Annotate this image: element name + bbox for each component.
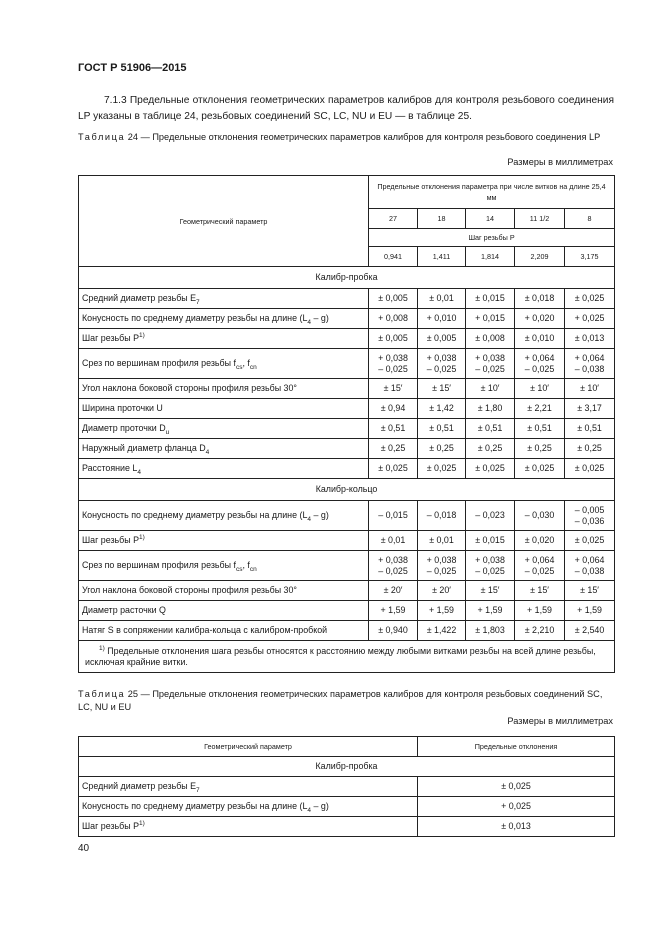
value-cell: – 0,023 xyxy=(466,501,515,531)
value-cell: + 0,038 – 0,025 xyxy=(369,551,418,581)
value-cell: + 0,015 xyxy=(466,309,515,329)
value-cell: ± 2,210 xyxy=(515,621,565,641)
param-label: Натяг S в сопряжении калибра-кольца с калибром-пробкой xyxy=(79,621,369,641)
value-cell: – 0,015 xyxy=(369,501,418,531)
value-cell: + 0,064 – 0,025 xyxy=(515,551,565,581)
turns-cell: 18 xyxy=(418,209,466,229)
table-row xyxy=(79,329,615,349)
label-subscript: 7 xyxy=(196,298,200,306)
turns-cell: 14 xyxy=(466,209,515,229)
table-row xyxy=(79,777,615,797)
param-label: Конусность по среднему диаметру резьбы на длине $(L_4 - g)$ xyxy=(79,501,369,531)
table-24 xyxy=(78,175,615,673)
value-cell: ± 0,51 xyxy=(565,419,615,439)
param-label: Угол наклона боковой стороны профиля резьбы 30° xyxy=(79,379,369,399)
deviation-header: Предельные отклонения параметра при числе витков на длине 25,4 мм xyxy=(369,176,615,209)
table24-caption-text: — Предельные отклонения геометрических параметров калибров для контроля резьбового соединения LP xyxy=(140,132,601,142)
value-cell: ± 0,025 xyxy=(466,459,515,479)
pitch-header: Шаг резьбы P xyxy=(369,229,615,247)
table-row xyxy=(79,459,615,479)
label-subscript: cn xyxy=(249,363,257,371)
param-label: Срез по вершинам профиля резьбы $f_{cs}$, $f_{cn}$ xyxy=(79,551,369,581)
value-cell: ± 10′ xyxy=(466,379,515,399)
value-cell: ± 0,005 xyxy=(369,289,418,309)
value-cell: ± 10′ xyxy=(565,379,615,399)
value-cell: + 1,59 xyxy=(466,601,515,621)
deviation-header: Предельные отклонения xyxy=(418,737,615,757)
param-label: Средний диаметр резьбы $E_7$ xyxy=(79,289,369,309)
value-cell: ± 0,013 xyxy=(565,329,615,349)
value-cell: – 0,030 xyxy=(515,501,565,531)
section-paragraph: 7.1.3 Предельные отклонения геометрических параметров калибров для контроля резьбового соединения LP указаны в таблице 24, резьбовых соединений SC, LC, NU и EU — в таблице 25. xyxy=(78,95,614,122)
value-cell: ± 20′ xyxy=(418,581,466,601)
footnote-ref: 1) xyxy=(139,820,145,828)
value-cell: ± 0,25 xyxy=(515,439,565,459)
label-subscript: u xyxy=(165,428,170,436)
value-cell: ± 0,25 xyxy=(418,439,466,459)
turns-cell: 11 1/2 xyxy=(515,209,565,229)
table25-caption-label: Таблица xyxy=(78,689,126,699)
table24-caption-label: Таблица xyxy=(78,132,126,142)
value-cell: + 1,59 xyxy=(565,601,615,621)
value-cell: ± 0,025 xyxy=(565,531,615,551)
value-cell: ± 0,005 xyxy=(418,329,466,349)
param-label: Конусность по среднему диаметру резьбы на длине $(L_4 - g)$ xyxy=(79,309,369,329)
document-header: ГОСТ Р 51906—2015 xyxy=(78,62,187,74)
footnote-ref: 1) xyxy=(139,332,145,340)
pitch-cell: 3,175 xyxy=(565,247,615,267)
value-cell: ± 0,025 xyxy=(515,459,565,479)
param-label: Диаметр проточки $D_u$ xyxy=(79,419,369,439)
section-label: Калибр-кольцо xyxy=(79,479,615,501)
table-row xyxy=(79,551,615,581)
value-cell: + 0,038 – 0,025 xyxy=(369,349,418,379)
value-cell: + 0,038 – 0,025 xyxy=(466,349,515,379)
value-cell: + 1,59 xyxy=(515,601,565,621)
label-subscript: 4 xyxy=(307,318,312,326)
param-label: Шаг резьбы $P^{1)}$ xyxy=(79,531,369,551)
value-cell: ± 0,005 xyxy=(369,329,418,349)
value-cell: ± 15′ xyxy=(369,379,418,399)
value-cell: ± 0,51 xyxy=(418,419,466,439)
label-subscript: 4 xyxy=(307,806,312,814)
value-cell: ± 20′ xyxy=(369,581,418,601)
param-label: Шаг резьбы $P^{1)}$ xyxy=(79,817,418,837)
value-cell: ± 0,01 xyxy=(418,289,466,309)
table-row xyxy=(79,531,615,551)
table24-caption-number: 24 xyxy=(127,132,139,142)
value-cell: ± 0,025 xyxy=(418,777,615,797)
table-row xyxy=(79,379,615,399)
table25-caption xyxy=(78,688,614,714)
value-cell: + 0,008 xyxy=(369,309,418,329)
pitch-cell: 0,941 xyxy=(369,247,418,267)
page-number: 40 xyxy=(78,843,90,854)
table-row xyxy=(79,349,615,379)
value-cell: ± 3,17 xyxy=(565,399,615,419)
value-cell: ± 0,020 xyxy=(515,531,565,551)
value-cell: ± 0,51 xyxy=(515,419,565,439)
table-row xyxy=(79,581,615,601)
label-subscript: 7 xyxy=(196,786,200,794)
value-cell: ± 0,025 xyxy=(418,459,466,479)
value-cell: + 0,064 – 0,038 xyxy=(565,551,615,581)
value-cell: ± 0,25 xyxy=(466,439,515,459)
value-cell: ± 0,01 xyxy=(369,531,418,551)
table25-caption-text: — Предельные отклонения геометрических параметров калибров для контроля резьбовых соединений SC, LC, NU и EU xyxy=(78,689,603,712)
value-cell: ± 1,422 xyxy=(418,621,466,641)
param-label: Конусность по среднему диаметру резьбы на длине $(L_4 - g)$ xyxy=(79,797,418,817)
value-cell: + 0,038 – 0,025 xyxy=(418,349,466,379)
value-cell: ± 1,803 xyxy=(466,621,515,641)
value-cell: ± 0,025 xyxy=(369,459,418,479)
value-cell: + 0,010 xyxy=(418,309,466,329)
pitch-cell: 2,209 xyxy=(515,247,565,267)
value-cell: ± 1,80 xyxy=(466,399,515,419)
value-cell: ± 15′ xyxy=(565,581,615,601)
value-cell: ± 0,01 xyxy=(418,531,466,551)
pitch-cell: 1,411 xyxy=(418,247,466,267)
value-cell: ± 0,51 xyxy=(466,419,515,439)
table25-units: Размеры в миллиметрах xyxy=(507,716,613,726)
value-cell: ± 0,013 xyxy=(418,817,615,837)
value-cell: ± 0,51 xyxy=(369,419,418,439)
value-cell: ± 2,540 xyxy=(565,621,615,641)
header-row xyxy=(79,737,615,757)
value-cell: ± 2,21 xyxy=(515,399,565,419)
value-cell: – 0,005 – 0,036 xyxy=(565,501,615,531)
value-cell: ± 1,42 xyxy=(418,399,466,419)
param-label: Шаг резьбы $P^{1)}$ xyxy=(79,329,369,349)
table-25 xyxy=(78,736,615,837)
value-cell: ± 15′ xyxy=(515,581,565,601)
table-row xyxy=(79,621,615,641)
turns-cell: 27 xyxy=(369,209,418,229)
footnote-text: Предельные отклонения шага резьбы относятся к расстоянию между любыми витками резьбы на всей длине резьбы, исключая крайние витки. xyxy=(85,645,596,667)
section-row xyxy=(79,757,615,777)
footnote-ref: 1) xyxy=(139,534,145,542)
label-subscript: cs xyxy=(235,363,243,371)
value-cell: ± 0,25 xyxy=(369,439,418,459)
value-cell: ± 15′ xyxy=(418,379,466,399)
label-subscript: 4 xyxy=(307,515,312,523)
param-label: Расстояние $L_4$ xyxy=(79,459,369,479)
param-label: Наружный диаметр фланца $D_4$ xyxy=(79,439,369,459)
param-label: Ширина проточки U xyxy=(79,399,369,419)
value-cell: + 0,020 xyxy=(515,309,565,329)
value-cell: ± 0,010 xyxy=(515,329,565,349)
value-cell: ± 0,015 xyxy=(466,531,515,551)
param-label: Угол наклона боковой стороны профиля резьбы 30° xyxy=(79,581,369,601)
section-row xyxy=(79,479,615,501)
turns-cell: 8 xyxy=(565,209,615,229)
table-row xyxy=(79,817,615,837)
label-subscript: 4 xyxy=(137,468,141,476)
label-subscript: cn xyxy=(249,565,257,573)
value-cell: ± 0,25 xyxy=(565,439,615,459)
value-cell: + 0,025 xyxy=(418,797,615,817)
value-cell: + 0,064 – 0,038 xyxy=(565,349,615,379)
value-cell: + 0,025 xyxy=(565,309,615,329)
value-cell: ± 0,940 xyxy=(369,621,418,641)
value-cell: ± 15′ xyxy=(466,581,515,601)
section-row xyxy=(79,267,615,289)
footnote-cell xyxy=(79,641,615,673)
value-cell: + 0,038 – 0,025 xyxy=(418,551,466,581)
table-row xyxy=(79,501,615,531)
section-label: Калибр-пробка xyxy=(79,757,615,777)
value-cell: ± 0,008 xyxy=(466,329,515,349)
table-row xyxy=(79,309,615,329)
value-cell: ± 0,94 xyxy=(369,399,418,419)
value-cell: + 1,59 xyxy=(418,601,466,621)
value-cell: + 0,038 – 0,025 xyxy=(466,551,515,581)
table-row xyxy=(79,399,615,419)
param-header: Геометрический параметр xyxy=(79,737,418,757)
table-row xyxy=(79,601,615,621)
label-subscript: 4 xyxy=(205,448,210,456)
table24-units: Размеры в миллиметрах xyxy=(507,157,613,167)
value-cell: ± 0,025 xyxy=(565,459,615,479)
table-row xyxy=(79,419,615,439)
value-cell: + 0,064 – 0,025 xyxy=(515,349,565,379)
value-cell: ± 10′ xyxy=(515,379,565,399)
value-cell: – 0,018 xyxy=(418,501,466,531)
param-label: Средний диаметр резьбы $E_7$ xyxy=(79,777,418,797)
table25-caption-number: 25 xyxy=(127,689,139,699)
table-row xyxy=(79,289,615,309)
footnote-mark: 1) xyxy=(99,644,105,652)
table24-caption xyxy=(78,131,614,144)
header-row xyxy=(79,176,615,209)
table-row xyxy=(79,439,615,459)
section-label: Калибр-пробка xyxy=(79,267,615,289)
table-row xyxy=(79,797,615,817)
param-header: Геометрический параметр xyxy=(79,176,369,267)
value-cell: ± 0,015 xyxy=(466,289,515,309)
pitch-cell: 1,814 xyxy=(466,247,515,267)
value-cell: + 1,59 xyxy=(369,601,418,621)
value-cell: ± 0,025 xyxy=(565,289,615,309)
footnote-row xyxy=(79,641,615,673)
param-label: Срез по вершинам профиля резьбы $f_{cs}$, $f_{cn}$ xyxy=(79,349,369,379)
value-cell: ± 0,018 xyxy=(515,289,565,309)
param-label: Диаметр расточки Q xyxy=(79,601,369,621)
label-subscript: cs xyxy=(235,565,243,573)
